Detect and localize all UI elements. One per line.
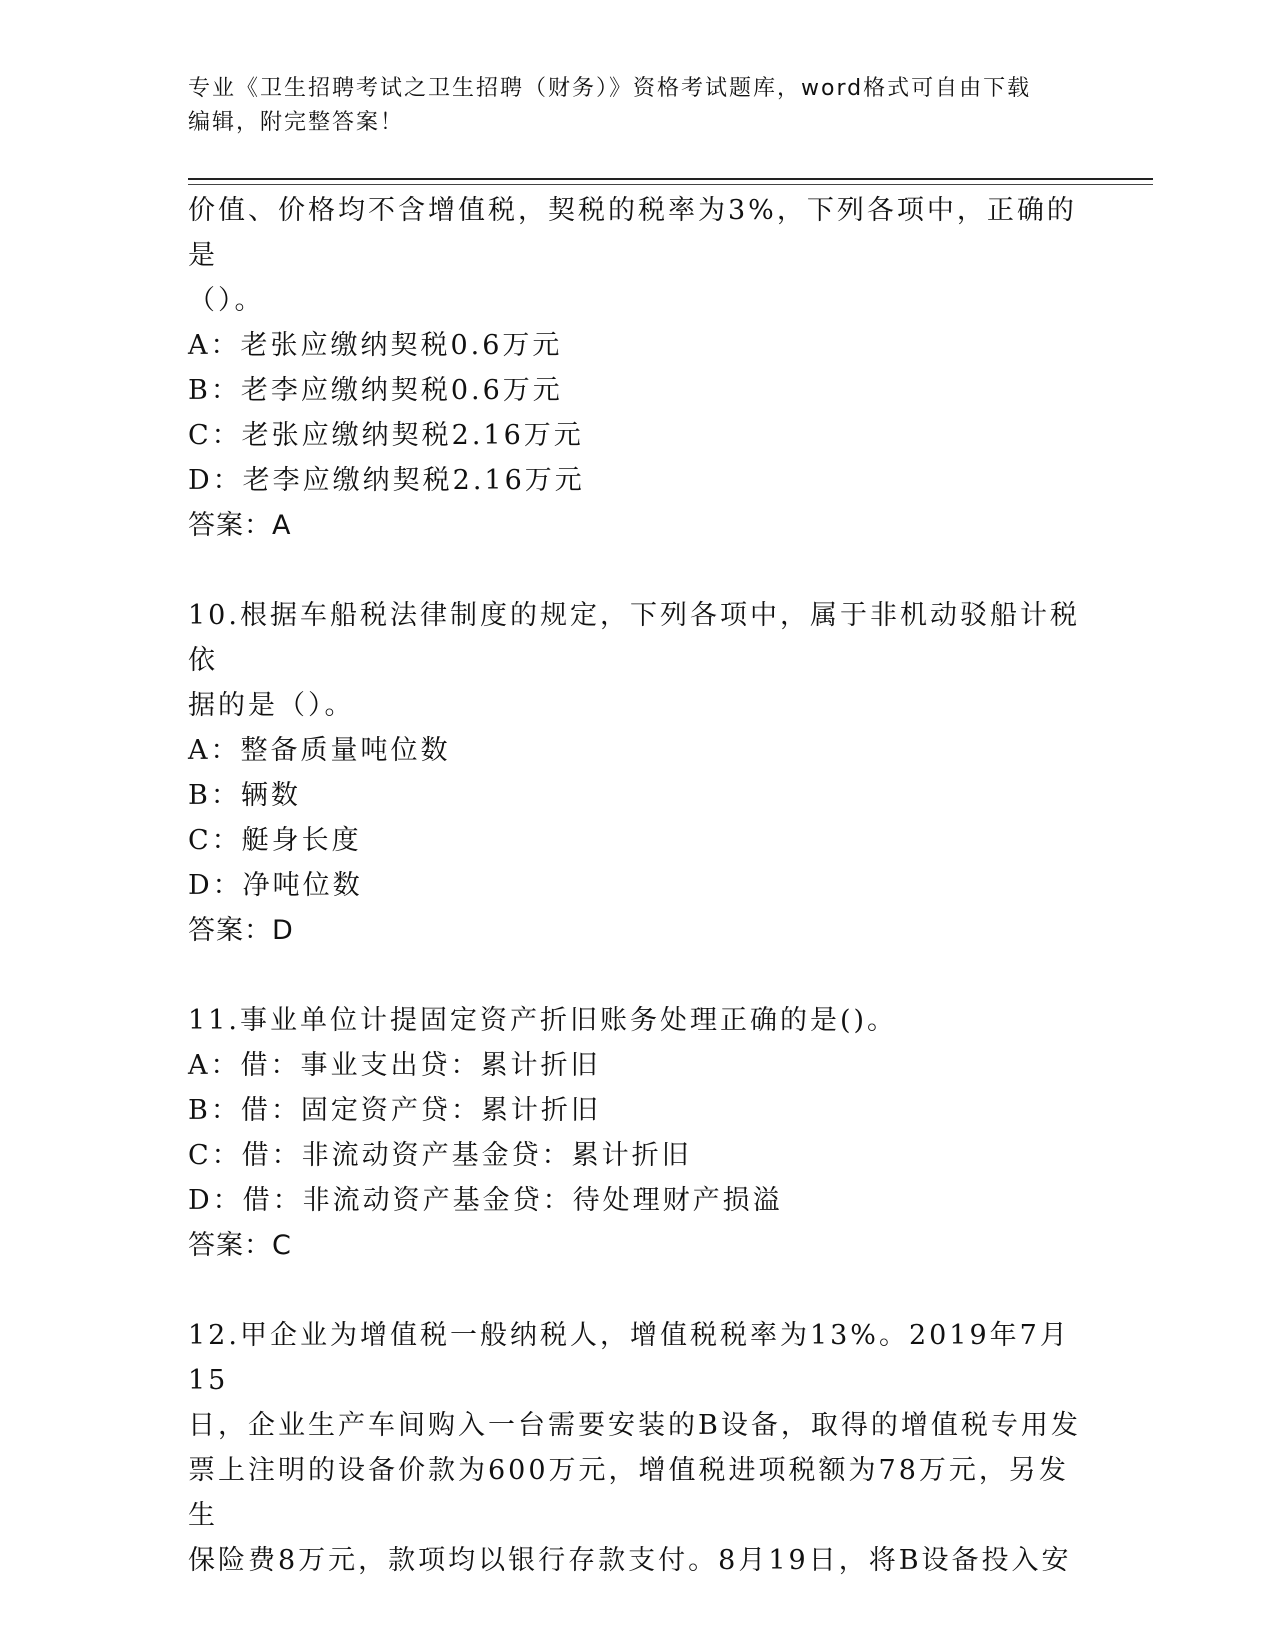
question-text: 票上注明的设备价款为600万元，增值税进项税额为78万元，另发生 <box>188 1455 1069 1531</box>
option-d: D：借：非流动资产基金贷：待处理财产损溢 <box>188 1185 783 1216</box>
document-body <box>188 188 1088 1583</box>
option-a: A：借：事业支出贷：累计折旧 <box>188 1050 601 1081</box>
header-line-1: 专业《卫生招聘考试之卫生招聘（财务）》资格考试题库，word格式可自由下载 <box>188 76 1032 101</box>
question-text: 日，企业生产车间购入一台需要安装的B设备，取得的增值税专用发 <box>188 1410 1081 1441</box>
question-10 <box>188 593 1088 953</box>
option-b: B：辆数 <box>188 780 301 811</box>
question-text: 价值、价格均不含增值税，契税的税率为3%，下列各项中，正确的是 <box>188 195 1077 271</box>
option-d: D：净吨位数 <box>188 870 363 901</box>
option-b: B：借：固定资产贷：累计折旧 <box>188 1095 601 1126</box>
option-a: A：老张应缴纳契税0.6万元 <box>188 330 563 361</box>
answer-label: 答案：D <box>188 915 294 946</box>
question-12 <box>188 1313 1088 1583</box>
question-text: 12.甲企业为增值税一般纳税人，增值税税率为13%。2019年7月15 <box>188 1320 1070 1396</box>
header-line-2: 编辑，附完整答案！ <box>188 110 405 135</box>
option-c: C：老张应缴纳契税2.16万元 <box>188 420 584 451</box>
header-divider-thick <box>188 178 1153 180</box>
question-text: 保险费8万元，款项均以银行存款支付。8月19日，将B设备投入安 <box>188 1545 1072 1576</box>
option-d: D：老李应缴纳契税2.16万元 <box>188 465 585 496</box>
document-header <box>188 72 1088 140</box>
question-text: 据的是（）。 <box>188 690 355 721</box>
option-c: C：艇身长度 <box>188 825 362 856</box>
question-text: 10.根据车船税法律制度的规定，下列各项中，属于非机动驳船计税依 <box>188 600 1080 676</box>
question-text: （）。 <box>188 285 265 316</box>
header-divider-thin <box>188 184 1153 185</box>
option-c: C：借：非流动资产基金贷：累计折旧 <box>188 1140 692 1171</box>
option-a: A：整备质量吨位数 <box>188 735 451 766</box>
answer-label: 答案：A <box>188 510 292 541</box>
question-11 <box>188 998 1088 1268</box>
question-text: 11.事业单位计提固定资产折旧账务处理正确的是()。 <box>188 1005 898 1036</box>
answer-label: 答案：C <box>188 1230 292 1261</box>
option-b: B：老李应缴纳契税0.6万元 <box>188 375 563 406</box>
question-9 <box>188 188 1088 548</box>
